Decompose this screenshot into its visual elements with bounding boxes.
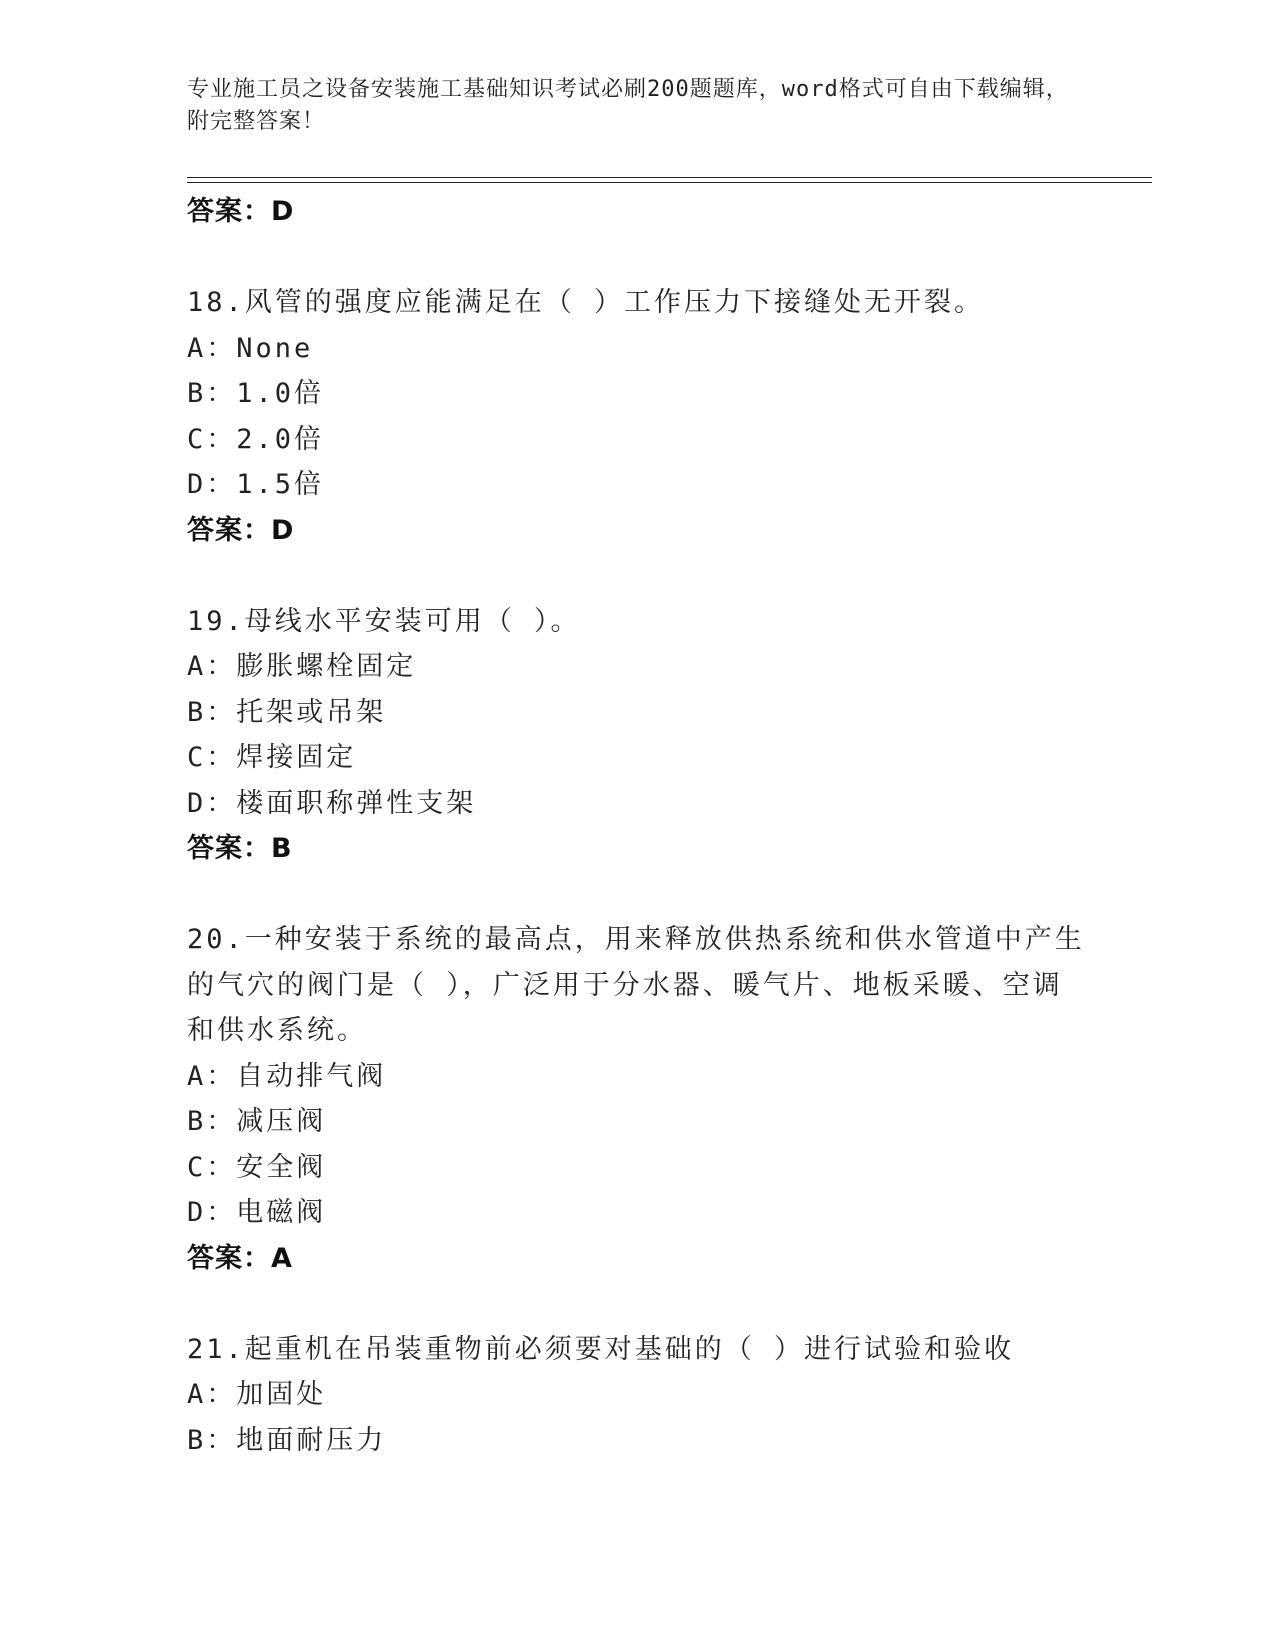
option-key: B： — [187, 696, 237, 728]
option-key: D： — [187, 787, 237, 819]
question-stem: 19.母线水平安装可用（ ）。 — [187, 605, 581, 637]
answer-line: 答案：B — [187, 833, 293, 864]
option-key: C： — [187, 742, 237, 773]
option-c — [187, 417, 1087, 463]
option-key: C： — [187, 1151, 237, 1183]
answer-line: 答案：D — [187, 514, 295, 546]
option-b — [187, 1418, 1087, 1464]
option-key: A： — [187, 332, 237, 364]
option-key: D： — [187, 1197, 237, 1228]
question-block — [187, 917, 1087, 1281]
option-text: 膨胀螺栓固定 — [236, 651, 417, 682]
question-list — [187, 189, 1087, 1463]
option-key: D： — [187, 469, 237, 500]
option-text: 1.5倍 — [236, 469, 325, 500]
option-text: 自动排气阀 — [236, 1060, 387, 1092]
question-block — [187, 1327, 1087, 1464]
header-divider-top — [187, 177, 1152, 178]
question-stem: 21.起重机在吊装重物前必须要对基础的（ ）进行试验和验收 — [187, 1333, 1015, 1365]
option-a — [187, 326, 1087, 372]
option-key: A： — [187, 1379, 237, 1410]
option-text: 焊接固定 — [236, 742, 357, 773]
option-text: 楼面职称弹性支架 — [236, 787, 477, 819]
option-a — [187, 1372, 1087, 1418]
question-stem: 20.一种安装于系统的最高点，用来释放供热系统和供水管道中产生的气穴的阀门是（ ），广泛用于分水器、暖气片、地板采暖、空调和供水系统。 — [187, 924, 1085, 1046]
option-text: 1.0倍 — [236, 378, 325, 409]
option-text: 加固处 — [236, 1379, 327, 1410]
option-text: 2.0倍 — [236, 423, 325, 455]
option-c — [187, 735, 1087, 781]
option-text: 托架或吊架 — [236, 696, 387, 728]
question-stem: 18.风管的强度应能满足在（ ）工作压力下接缝处无开裂。 — [187, 287, 985, 318]
answer-line: 答案：D — [187, 196, 295, 227]
option-key: A： — [187, 1060, 237, 1092]
option-text: 安全阀 — [236, 1151, 327, 1183]
answer-line: 答案：A — [187, 1242, 293, 1274]
option-key: B： — [187, 1424, 237, 1456]
option-b — [187, 1099, 1087, 1145]
header-divider-bottom — [187, 182, 1152, 183]
option-text: 减压阀 — [236, 1106, 327, 1137]
option-c — [187, 1145, 1087, 1191]
option-d — [187, 1190, 1087, 1236]
option-key: C： — [187, 423, 237, 455]
option-a — [187, 1054, 1087, 1100]
option-key: A： — [187, 651, 237, 682]
option-key: B： — [187, 1106, 237, 1137]
option-key: B： — [187, 378, 237, 409]
option-b — [187, 690, 1087, 736]
option-a — [187, 644, 1087, 690]
question-block — [187, 280, 1087, 553]
option-text: 地面耐压力 — [236, 1424, 387, 1456]
option-d — [187, 781, 1087, 827]
option-text: 电磁阀 — [236, 1197, 327, 1228]
question-block — [187, 599, 1087, 872]
option-b — [187, 371, 1087, 417]
page-header: 专业施工员之设备安装施工基础知识考试必刷200题题库，word格式可自由下载编辑，附完整答案！ — [187, 77, 1069, 134]
option-d — [187, 462, 1087, 508]
option-text: None — [236, 332, 314, 364]
